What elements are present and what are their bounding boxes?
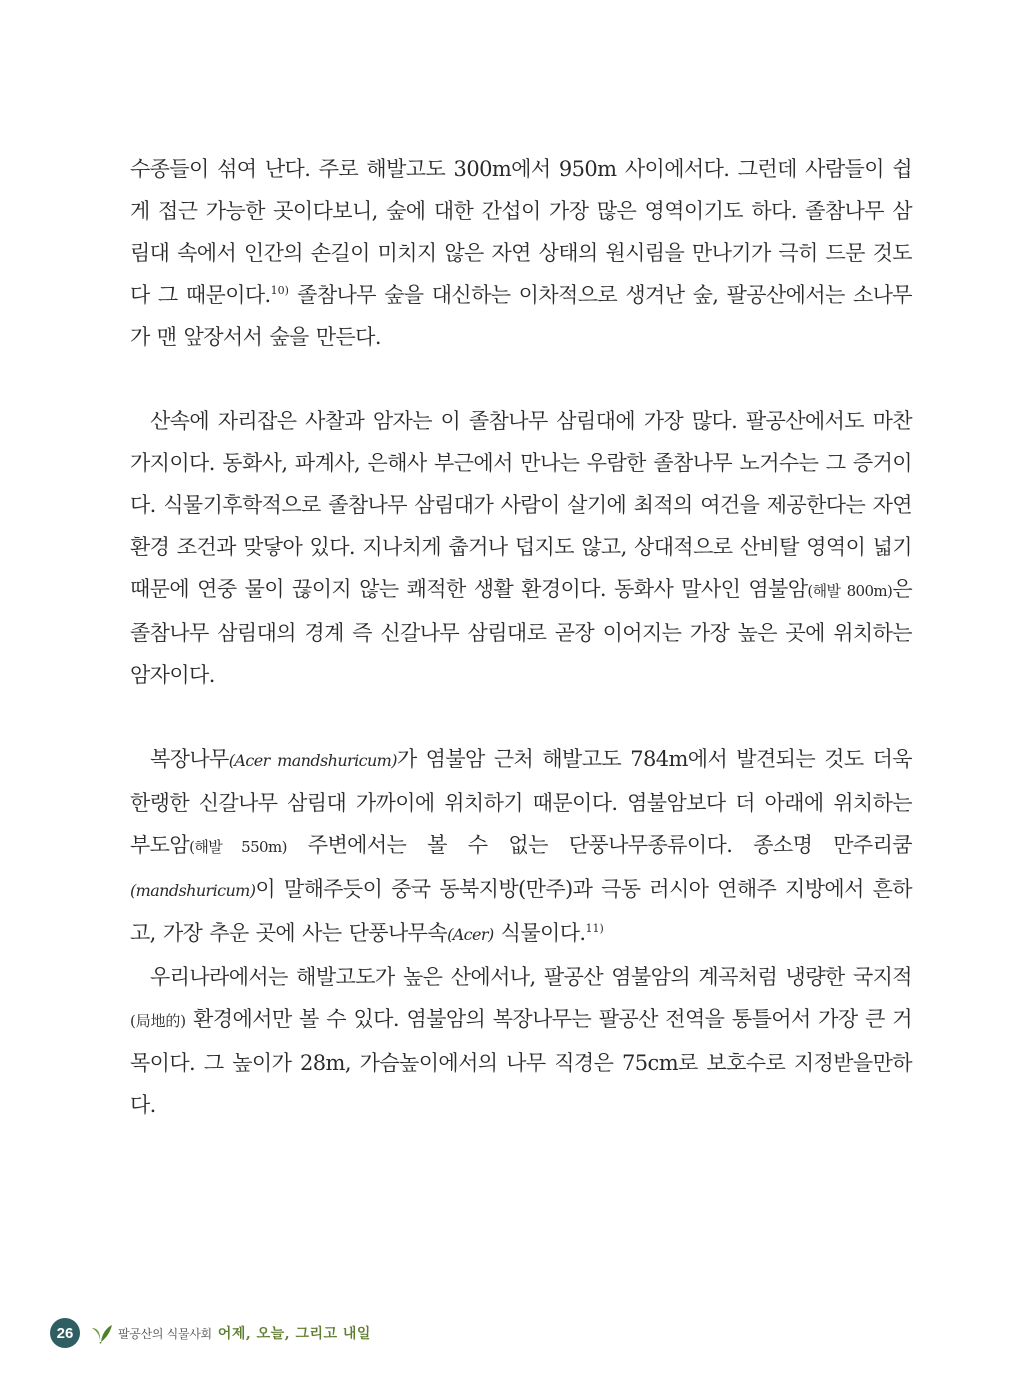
hanja-note-local: (局地的) <box>130 1012 186 1030</box>
scientific-name-mandshuricum: (mandshuricum) <box>130 881 256 900</box>
paragraph-3-text-d: 이 말해주듯이 중국 동북지방(만주)과 극동 러시아 연해주 지방에서 흔하고, 가장 추운 곳에 사는 단풍나무속 <box>130 877 912 945</box>
footnote-ref-11: 11) <box>585 922 604 935</box>
paragraph-3-text-c: 주변에서는 볼 수 없는 단풍나무종류이다. 종소명 만주리쿰 <box>286 833 912 857</box>
altitude-note-budoam: (해발 550m) <box>189 838 287 856</box>
paragraph-4-text-b: 환경에서만 볼 수 있다. 염불암의 복장나무는 팔공산 전역을 통틀어서 가장 큰 거목이다. 그 높이가 28m, 가슴높이에서의 나무 직경은 75cm로 보호수로 지정받을만하다. <box>130 1007 912 1117</box>
paragraph-3-text-b: 가 염불암 근처 해발고도 784m에서 발견되는 것도 더욱 한랭한 신갈나무 삼림대 가까이에 위치하기 때문이다. 염불암보다 더 아래에 위치하는 부도암 <box>130 747 912 857</box>
book-subtitle: 어제, 오늘, 그리고 내일 <box>217 1326 371 1342</box>
paragraph-4-text-a: 우리나라에서는 해발고도가 높은 산에서나, 팔공산 염불암의 계곡처럼 냉량한 국지적 <box>150 965 912 989</box>
paragraph-2-text-a: 산속에 자리잡은 사찰과 암자는 이 졸참나무 삼림대에 가장 많다. 팔공산에서도 마찬가지이다. 동화사, 파계사, 은해사 부근에서 만나는 우람한 졸참나무 노거수는 그 증거이다. 식물기후학적으로 졸참나무 삼림대가 사람이 살기에 최적의 여건을 제공한다는 자연환경 조건과 맞닿아 있다. 지나치게 춥거나 덥지도 않고, 상대적으로 산비탈 영역이 넓기 때문에 연중 물이 끊이지 않는 쾌적한 생활 환경이다. 동화사 말사인 염불암 <box>130 409 912 601</box>
paragraph-1-text-a: 수종들이 섞여 난다. 주로 해발고도 300m에서 950m 사이에서다. 그런데 사람들이 쉽게 접근 가능한 곳이다보니, 숲에 대한 간섭이 가장 많은 영역이기도 하다. 졸참나무 삼림대 속에서 인간의 손길이 미치지 않은 자연 상태의 원시림을 만나기가 극히 드문 것도 다 그 때문이다. <box>130 157 912 307</box>
page-number-badge: 26 <box>50 1318 80 1348</box>
book-title: 팔공산의 식물사회 <box>118 1326 212 1341</box>
paragraph-3-text-a: 복장나무 <box>150 747 229 771</box>
altitude-note-yeombuaram: (해발 800m) <box>807 582 893 600</box>
paragraph-1-text-b: 졸참나무 숲을 대신하는 이차적으로 생겨난 숲, 팔공산에서는 소나무가 맨 앞장서서 숲을 만든다. <box>130 283 912 349</box>
page-footer <box>50 1318 371 1348</box>
body-text <box>130 148 912 1126</box>
scientific-name-acer: (Acer) <box>447 925 494 944</box>
footnote-ref-10: 10) <box>270 284 289 297</box>
scientific-name-acer-mandshuricum: (Acer mandshuricum) <box>228 751 397 770</box>
paragraph-1 <box>130 148 912 358</box>
paragraph-2-text-b: 은 졸참나무 삼림대의 경계 즉 신갈나무 삼림대로 곧장 이어지는 가장 높은 곳에 위치하는 암자이다. <box>130 577 912 687</box>
paragraph-2 <box>130 400 912 696</box>
paragraph-3-text-e: 식물이다. <box>493 921 586 945</box>
leaf-sprout-icon <box>88 1322 114 1344</box>
paragraph-4 <box>130 956 912 1126</box>
paragraph-3 <box>130 738 912 956</box>
